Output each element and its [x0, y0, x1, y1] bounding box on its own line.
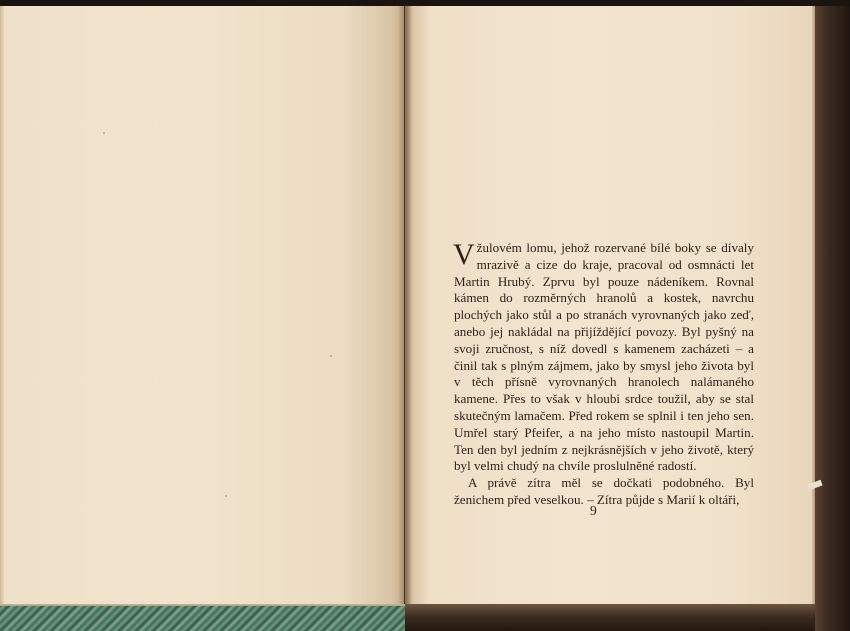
- bottom-shadow: [405, 604, 815, 631]
- paragraph-1: [454, 240, 754, 475]
- paper-speck: [103, 132, 105, 134]
- book-cover-right: [815, 6, 850, 631]
- marbled-cover-strip: [0, 606, 405, 631]
- paper-speck: [225, 495, 227, 497]
- paragraph-1-text: žulovém lomu, jehož rozervané bílé boky se dívaly mrazivě a cize do kraje, pracoval od osmnácti let Martin Hrubý. Zprvu byl pouze nádeníkem. Rovnal kámen do rozměrných hranolů a kostek, navrchu plochých jako stůl a po stranách vyrovnaných jako zeď, anebo jej nakládal na přijíždějící povozy. Byl pyšný na svoji zručnost, s níž dovedl s kamenem zacházeti – a činil tak s plným zájmem, jako by smysl jeho života byl v těch přísně vyrovnaných hranolech nalámaného kamene. Přes to však v hloubi srdce toužil, aby se stal skutečným lamačem. Před rokem se splnil i ten jeho sen. Umřel starý Pfeifer, a na jeho místo nastoupil Martin. Ten den byl jedním z nejkrásnějších v jeho životě, který byl velmi chudý na chvíle proslulněné radostí.: [454, 240, 754, 474]
- paper-speck: [330, 355, 332, 357]
- drop-cap: V: [453, 238, 475, 271]
- left-page-edge: [0, 6, 4, 610]
- left-page: [0, 6, 404, 610]
- paragraph-2: A právě zítra měl se dočkati podobného. Byl ženichem před veselkou. – Zítra půjde s Marií k oltáři,: [454, 475, 754, 507]
- page-number: 9: [590, 503, 597, 518]
- body-text: [454, 240, 754, 509]
- book-gutter: [398, 6, 412, 610]
